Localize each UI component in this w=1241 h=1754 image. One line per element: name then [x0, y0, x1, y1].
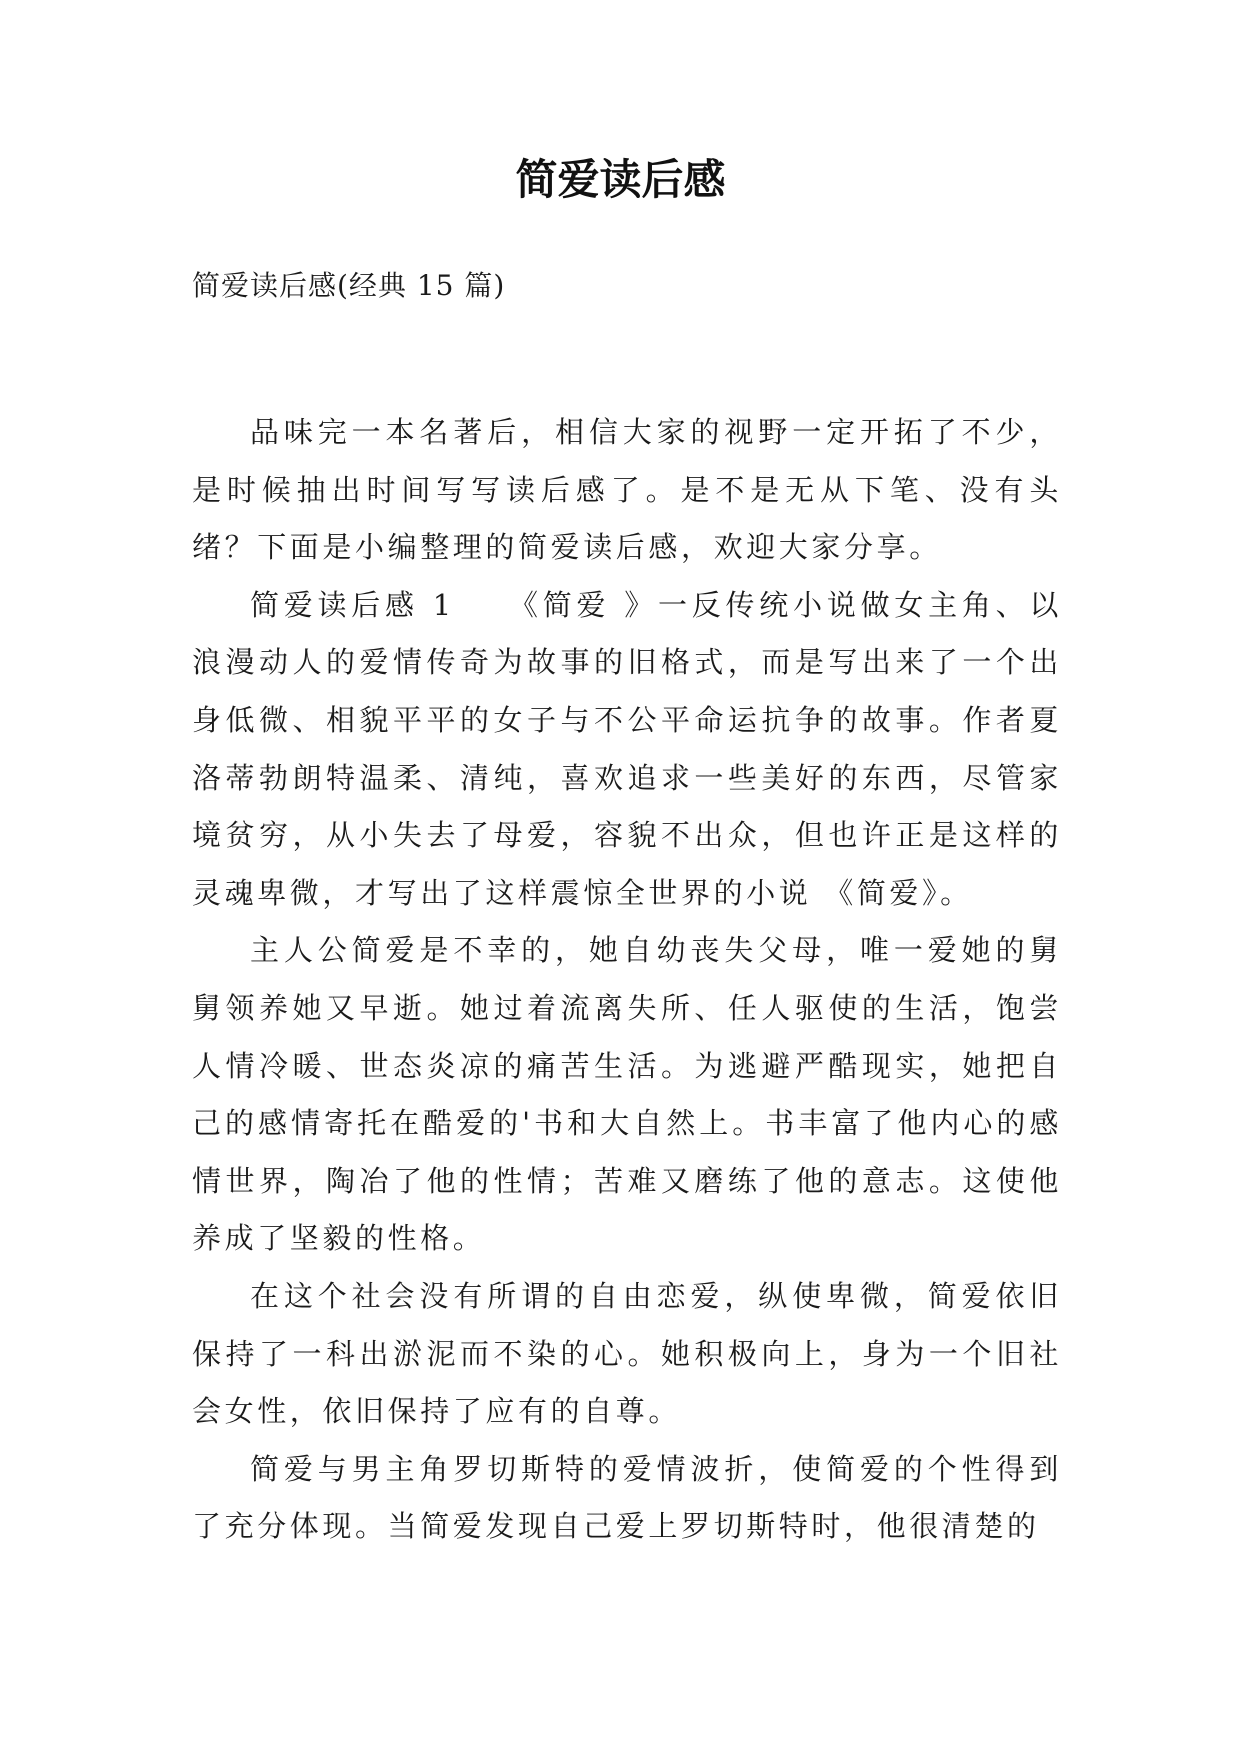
paragraph-romance: 简爱与男主角罗切斯特的爱情波折，使简爱的个性得到了充分体现。当简爱发现自己爱上罗切斯特时，他很清楚的 [192, 1451, 1062, 1544]
document-subtitle: 简爱读后感(经典 15 篇) [192, 269, 506, 302]
paragraph-essay-1: 简爱读后感 1 《简爱 》一反传统小说做女主角、以浪漫动人的爱情传奇为故事的旧格式，而是写出来了一个出身低微、相貌平平的女子与不公平命运抗争的故事。作者夏洛蒂勃朗特温柔、清纯，喜欢追求一些美好的东西，尽管家境贫穷，从小失去了母爱，容貌不出众，但也许正是这样的灵魂卑微，才写出了这样震惊全世界的小说 《简爱》。 [192, 587, 1062, 910]
paragraph-intro: 品味完一本名著后，相信大家的视野一定开拓了不少，是时候抽出时间写写读后感了。是不是无从下笔、没有头绪？下面是小编整理的简爱读后感，欢迎大家分享。 [192, 415, 1062, 565]
paragraph-society: 在这个社会没有所谓的自由恋爱，纵使卑微，简爱依旧保持了一科出淤泥而不染的心。她积极向上，身为一个旧社会女性，依旧保持了应有的自尊。 [192, 1278, 1062, 1429]
document-title: 简爱读后感 [515, 155, 726, 204]
document-body [192, 404, 1062, 1556]
paragraph-protagonist: 主人公简爱是不幸的，她自幼丧失父母，唯一爱她的舅舅领养她又早逝。她过着流离失所、任人驱使的生活，饱尝人情冷暖、世态炎凉的痛苦生活。为逃避严酷现实，她把自己的感情寄托在酷爱的'书和大自然上。书丰富了他内心的感情世界，陶冶了他的性情；苦难又磨练了他的意志。这使他养成了坚毅的性格。 [192, 933, 1062, 1256]
